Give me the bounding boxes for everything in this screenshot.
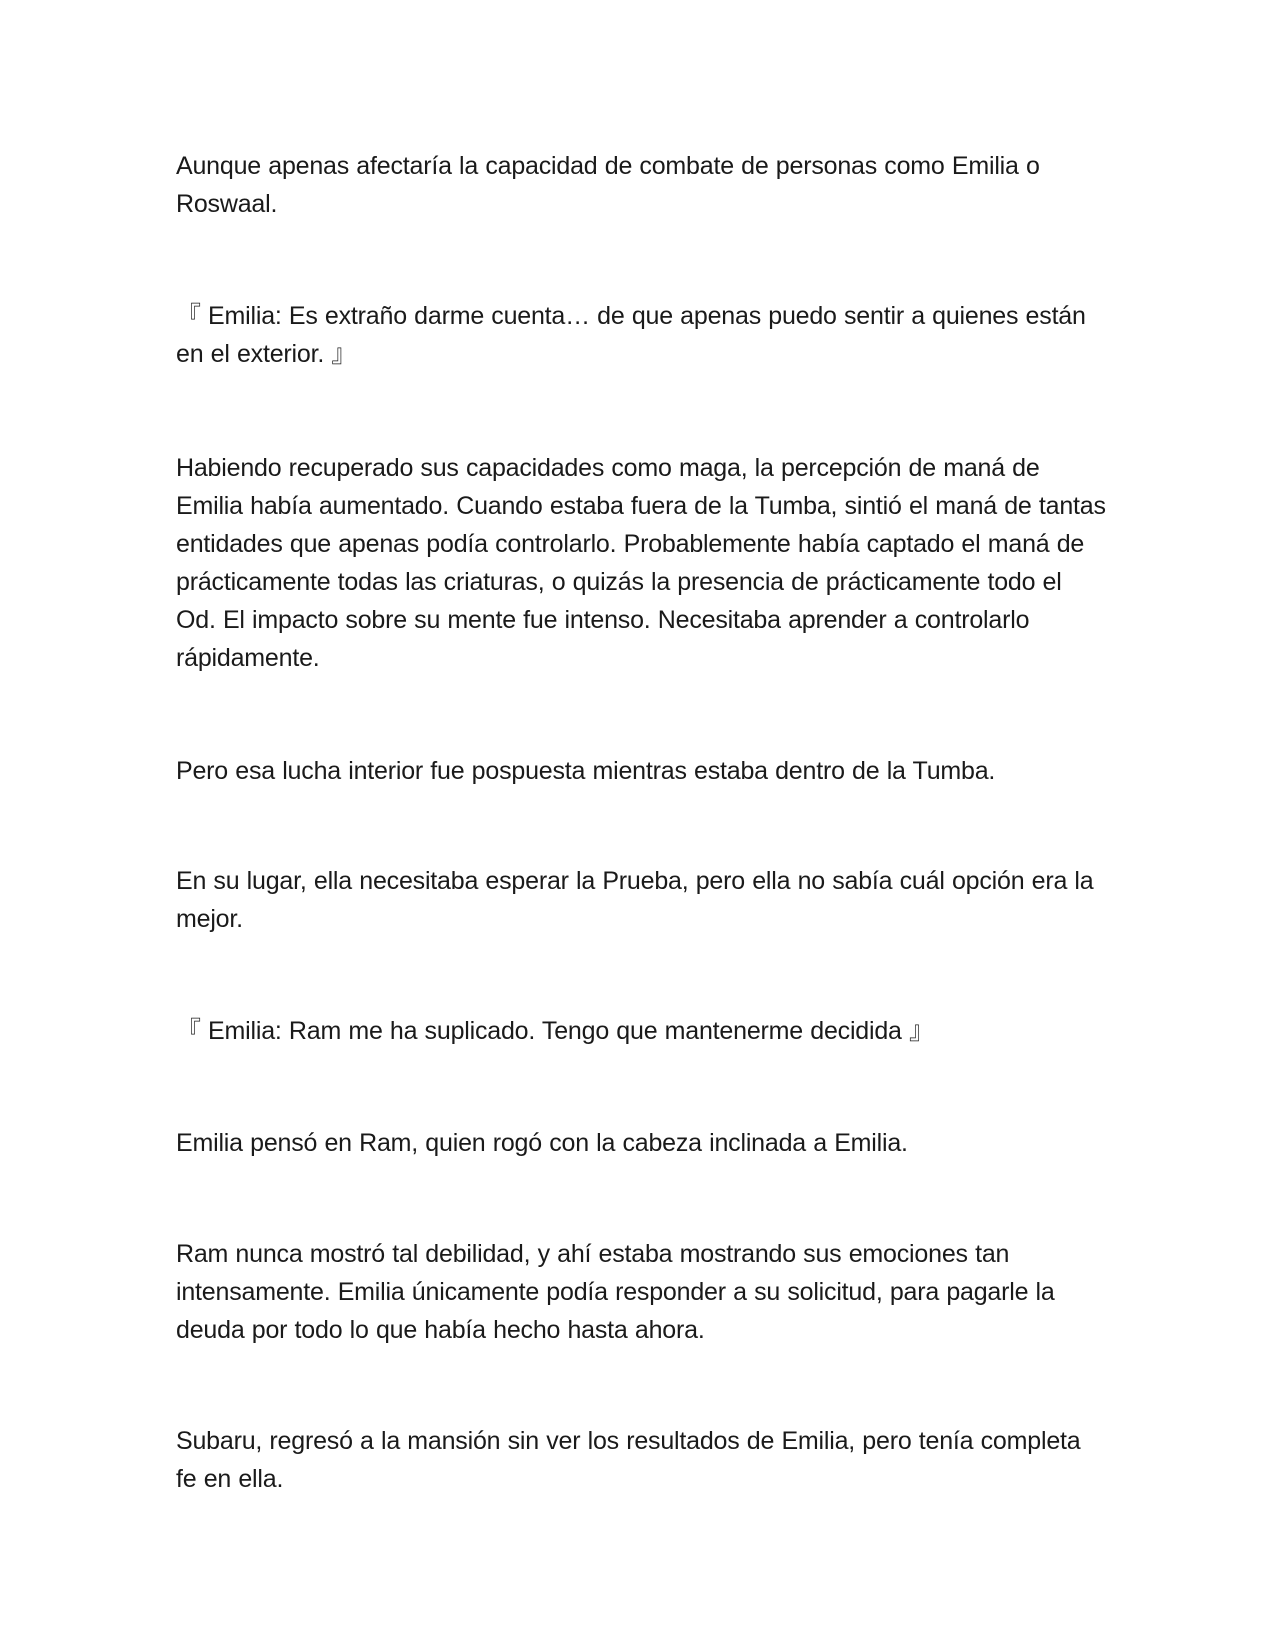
paragraph-4: Pero esa lucha interior fue pospuesta mientras estaba dentro de la Tumba. [176,757,996,785]
dialogue-paragraph-2: 『 Emilia: Ram me ha suplicado. Tengo que mantenerme decidida 』 [176,1017,934,1045]
paragraph-3: Habiendo recuperado sus capacidades como maga, la percepción de maná de Emilia había aumentado. Cuando estaba fuera de la Tumba, sintió el maná de tantas entidades que apenas podía controlarlo. Probablemente había captado el maná de prácticamente todas las criaturas, o quizás la presencia de prácticamente todo el Od. El impacto sobre su mente fue intenso. Necesitaba aprender a controlarlo rápidamente. [176,454,1106,672]
paragraph-1: Aunque apenas afectaría la capacidad de combate de personas como Emilia o Roswaal. [176,152,1040,218]
paragraph-8: Ram nunca mostró tal debilidad, y ahí estaba mostrando sus emociones tan intensamente. Emilia únicamente podía responder a su solicitud, para pagarle la deuda por todo lo que había hecho hasta ahora. [176,1240,1055,1344]
paragraph-7: Emilia pensó en Ram, quien rogó con la cabeza inclinada a Emilia. [176,1129,908,1157]
paragraph-5: En su lugar, ella necesitaba esperar la Prueba, pero ella no sabía cuál opción era la mejor. [176,867,1094,933]
dialogue-paragraph-1: 『 Emilia: Es extraño darme cuenta… de que apenas puedo sentir a quienes están en el exterior. 』 [176,302,1086,368]
paragraph-9: Subaru, regresó a la mansión sin ver los resultados de Emilia, pero tenía completa fe en ella. [176,1427,1081,1493]
